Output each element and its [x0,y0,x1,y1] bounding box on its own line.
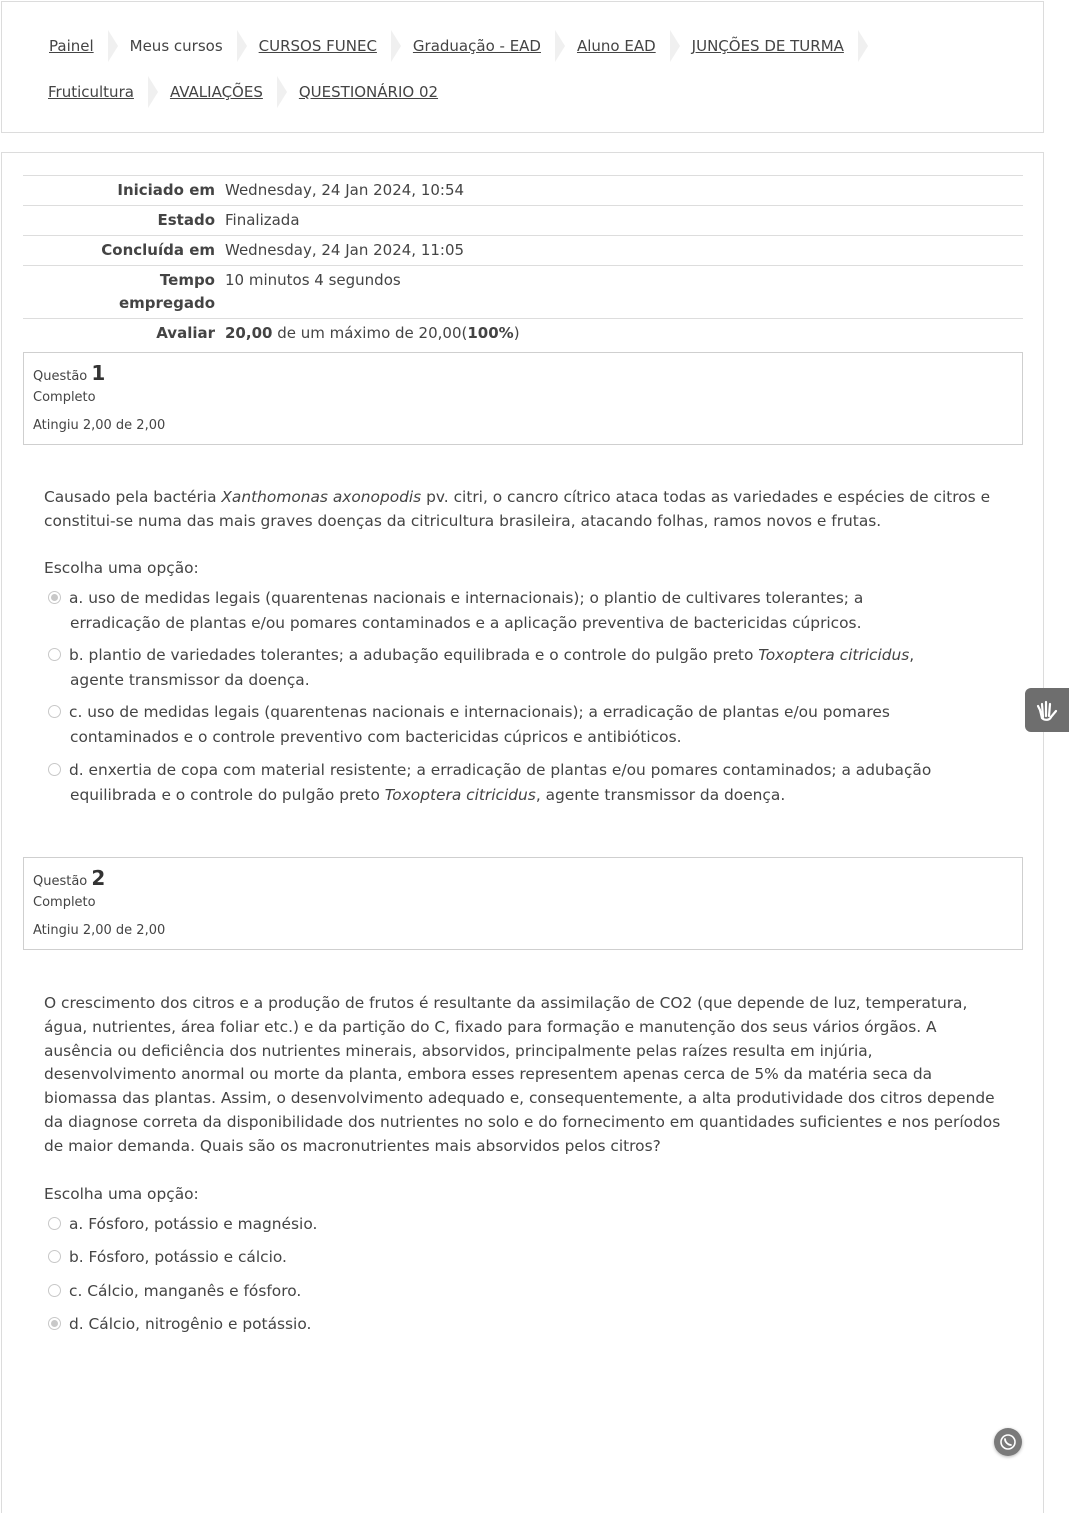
question-label: Questão [33,874,88,889]
breadcrumb [1,1,1044,133]
sign-language-hand-icon [1033,696,1061,724]
option-text: erradicação de plantas e/ou pomares contaminados e a aplicação preventiva de bactericidas cúpricos. [70,613,862,632]
question-state: Completo [33,895,96,910]
question-text-italic: Xanthomonas axonopodis [221,488,422,506]
option-text: b. Fósforo, potássio e cálcio. [69,1248,287,1266]
question-1-option-c[interactable] [48,700,998,749]
radio-unselected[interactable] [48,1284,61,1297]
radio-unselected[interactable] [48,763,61,776]
summary-row-state [23,206,1023,236]
grade-label: Avaliar [156,324,215,342]
question-number [33,866,105,890]
question-2-option-c[interactable] [48,1279,998,1304]
question-1-prompt: Escolha uma opção: [44,559,199,577]
option-text: agente transmissor da doença. [70,670,310,689]
breadcrumb-separator [670,30,680,62]
question-1-info [23,352,1023,445]
breadcrumb-separator [277,76,287,108]
question-state: Completo [33,390,96,405]
option-text-part: , agente transmissor da doença. [535,785,786,804]
question-number [33,361,105,385]
state-value: Finalizada [225,211,300,229]
question-2-option-a[interactable] [48,1212,998,1237]
radio-unselected[interactable] [48,1250,61,1263]
accessibility-button[interactable] [1025,688,1069,732]
breadcrumb-fruticultura[interactable]: Fruticultura [48,83,134,101]
breadcrumb-avaliacoes[interactable]: AVALIAÇÕES [169,83,263,101]
option-text: a. Fósforo, potássio e magnésio. [69,1215,318,1233]
question-1-text [44,486,1009,534]
breadcrumb-juncoes-de-turma[interactable]: JUNÇÕES DE TURMA [691,37,844,55]
started-value: Wednesday, 24 Jan 2024, 10:54 [225,181,465,199]
started-label: Iniciado em [117,181,215,199]
option-text: d. Cálcio, nitrogênio e potássio. [69,1315,312,1333]
option-text: c. uso de medidas legais (quarentenas nacionais e internacionais); a erradicação de plantas e/ou pomares [69,703,890,721]
summary-row-grade [23,319,1023,349]
question-2-option-b[interactable] [48,1245,998,1270]
breadcrumb-row-1 [49,31,880,61]
breadcrumb-graduacao-ead[interactable]: Graduação - EAD [412,37,541,55]
option-text: a. uso de medidas legais (quarentenas nacionais e internacionais); o plantio de cultivares tolerantes; a [69,589,864,607]
completed-value: Wednesday, 24 Jan 2024, 11:05 [225,241,465,259]
breadcrumb-separator [391,30,401,62]
breadcrumb-separator [237,30,247,62]
radio-unselected[interactable] [48,1217,61,1230]
question-1-option-a[interactable] [48,586,998,635]
question-1-option-d[interactable] [48,758,998,807]
breadcrumb-separator [148,76,158,108]
time-value: 10 minutos 4 segundos [225,271,401,289]
option-text [48,783,998,808]
breadcrumb-cursos-funec[interactable]: CURSOS FUNEC [258,37,377,55]
question-text-part: pv. citri, o cancro cítrico ataca todas as variedades e espécies de citros e constitui-se numa das mais graves doenças da citricultura brasileira, atacando folhas, ramos novos e frutas. [44,488,991,530]
question-1-option-b[interactable] [48,643,998,692]
option-text: b. plantio de variedades tolerantes; a adubação equilibrada e o controle do pulgão preto [69,646,759,664]
option-text-italic: Toxoptera citricidus [384,785,536,804]
breadcrumb-questionario-02[interactable]: QUESTIONÁRIO 02 [298,83,439,101]
question-number-value: 1 [91,361,106,385]
breadcrumb-aluno-ead[interactable]: Aluno EAD [576,37,656,55]
grade-value [225,319,1023,349]
question-grade: Atingiu 2,00 de 2,00 [33,923,166,938]
question-grade: Atingiu 2,00 de 2,00 [33,418,166,433]
question-label: Questão [33,369,88,384]
breadcrumb-separator [858,30,868,62]
option-text-italic: Toxoptera citricidus [758,646,910,664]
grade-score: 20,00 [225,324,273,342]
radio-selected[interactable] [48,591,61,604]
option-text-part: equilibrada e o controle do pulgão preto [70,785,385,804]
option-text: contaminados e o controle preventivo com bactericidas cúpricos e antibióticos. [70,727,682,746]
state-label: Estado [157,211,215,229]
question-2-text: O crescimento dos citros e a produção de frutos é resultante da assimilação de CO2 (que depende de luz, temperatura, água, nutrientes, área foliar etc.) e da partição do C, fixado para formação e manutenção dos seus vários órgãos. A ausência ou deficiência dos nutrientes minerais, absorvidos, principalmente pelas raízes resulta em injúria, desenvolvimento anormal ou morte da planta, embora esses representem apenas cerca de 5% da matéria seca da biomassa das plantas. Assim, o desenvolvimento adequado e, consequentemente, a alta produtividade dos citros depende da diagnose correta da disponibilidade dos nutrientes no solo e do fornecimento em quantidades suficientes e nos períodos de maior demanda. Quais são os macronutrientes mais absorvidos pelos citros? [44,994,1001,1155]
summary-row-started [23,176,1023,206]
time-label: Tempo empregado [118,271,215,312]
grade-percent: 100% [467,324,514,342]
breadcrumb-painel[interactable]: Painel [49,37,94,55]
option-text: d. enxertia de copa com material resistente; a erradicação de plantas e/ou pomares contaminados; a adubação [69,761,932,779]
radio-unselected[interactable] [48,705,61,718]
radio-selected[interactable] [48,1317,61,1330]
question-2-option-d[interactable] [48,1312,998,1337]
completed-label: Concluída em [101,241,215,259]
whatsapp-button[interactable] [994,1428,1022,1456]
question-2-info [23,857,1023,950]
breadcrumb-separator [555,30,565,62]
breadcrumb-meus-cursos: Meus cursos [129,37,223,55]
option-text: c. Cálcio, manganês e fósforo. [69,1282,302,1300]
option-text: , [909,646,915,664]
question-number-value: 2 [91,866,106,890]
summary-row-completed [23,236,1023,266]
question-2-prompt: Escolha uma opção: [44,1185,199,1203]
breadcrumb-separator [108,30,118,62]
summary-row-time [23,266,1023,319]
breadcrumb-row-2 [48,77,438,107]
attempt-summary-table [23,175,1023,348]
grade-close: ) [513,324,520,342]
radio-unselected[interactable] [48,648,61,661]
whatsapp-icon [999,1433,1017,1451]
question-text-part: Causado pela bactéria [44,488,222,506]
grade-max: de um máximo de 20,00( [272,324,468,342]
